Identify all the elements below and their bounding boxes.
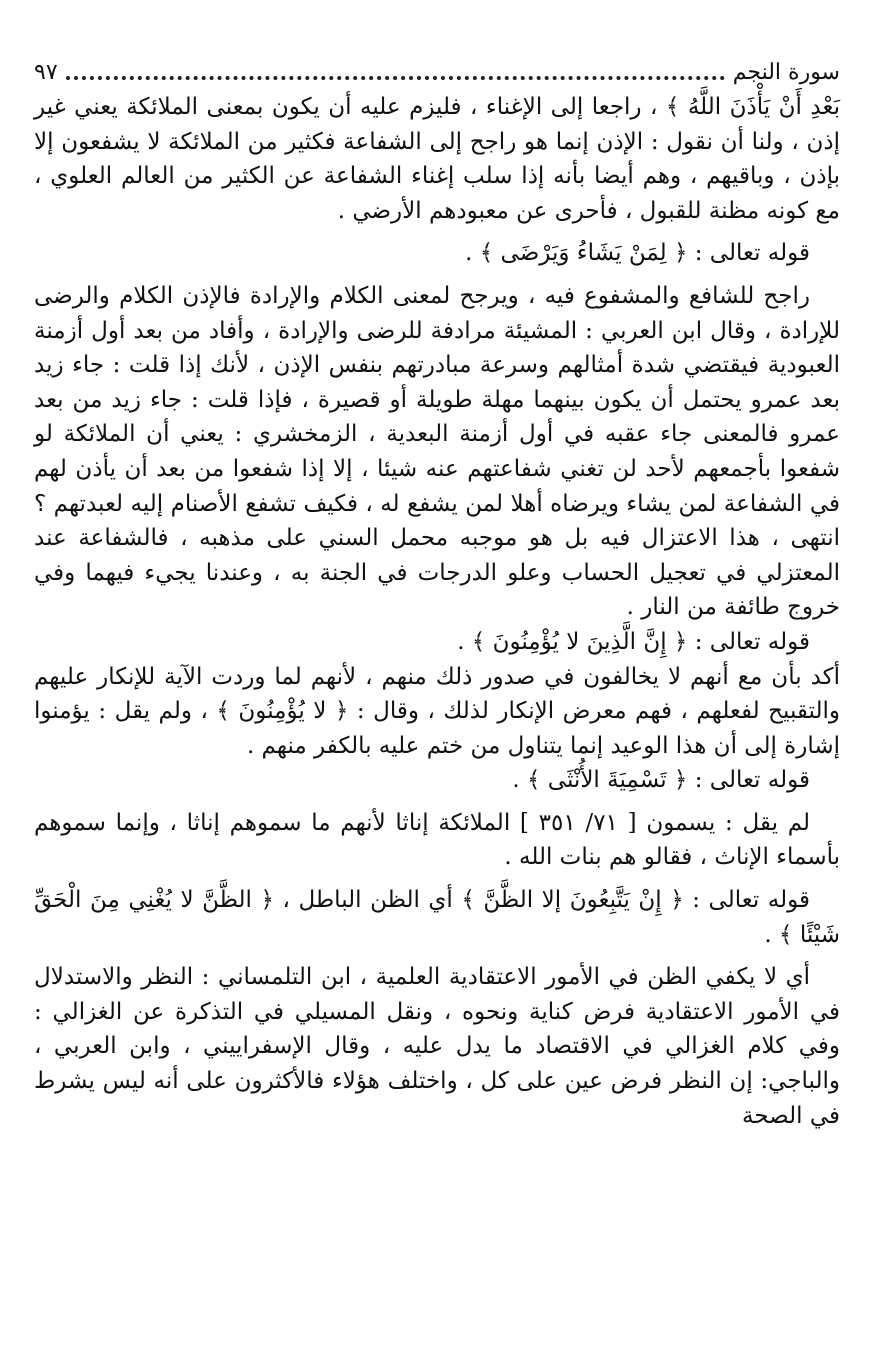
paragraph-1: بَعْدِ أَنْ يَأْذَنَ اللَّهُ ﴾ ، راجعا إلى الإغناء ، فليزم عليه أن يكون بمعنى الملائكة يعني غير إذن ، ولنا أن نقول : الإذن إنما هو راجح إلى الشفاعة فكثير من الملائكة لا يشفعون إلا بإذن ، وباقيهم ، وهم أيضا بأنه إذا سلب إغناء الشفاعة عن الكثير من العالم العلوي ، مع كونه مظنة للقبول ، فأحرى عن معبودهم الأرضي .: [34, 94, 840, 224]
paragraph-2: راجح للشافع والمشفوع فيه ، ويرجح لمعنى الكلام والإرادة فالإذن الكلام والرضى للإرادة ، وقال ابن العربي : المشيئة مرادفة للرضى والإرادة ، وأفاد من بعد أول أزمنة العبودية فيقتضي شدة أمثالهم وسرعة مبادرتهم بنفس الإذن ، لأنك إذا قلت : جاء زيد بعد عمرو يحتمل أن يكون بينهما مهلة طويلة أو قصيرة ، فإذا قلت : جاء زيد من بعد عمرو فالمعنى جاء عقبه في أول أزمنة البعدية ، الزمخشري : يعني أن الملائكة لو شفعوا بأجمعهم لأحد لن تغني شفاعتهم عنه شيئا ، إلا إذا شفعوا من بعد أن يأذن لهم في الشفاعة لمن يشاء ويرضاه أهلا لمن يشفع له ، فكيف تشفع الأصنام إليه لعبدتهم ؟ انتهى ، هذا الاعتزال فيه بل هو موجبه محمل السني على مذهبه ، فالشفاعة عند المعتزلي في تعجيل الحساب وعلو الدرجات في الجنة به ، وعندنا يجيء فيهما وفي خروج طائفة من النار .: [34, 282, 840, 621]
page-number: ٩٧: [34, 60, 58, 85]
paragraph-4: لم يقل : يسمون [ ٧١/ ٣٥١ ] الملائكة إناثا لأنهم ما سموهم إناثا ، وإنما سموهم بأسماء الإناث ، فقالو هم بنات الله .: [34, 809, 840, 871]
surah-title: سورة النجم: [732, 60, 840, 85]
paragraph-3: أكد بأن مع أنهم لا يخالفون في صدور ذلك منهم ، لأنهم لما وردت الآية للإنكار عليهم والتقبيح لفعلهم ، فهم معرض الإنكار لذلك ، وقال : ﴿ لا يُؤْمِنُونَ ﴾ ، ولم يقل : يؤمنوا إشارة إلى أن هذا الوعيد إنما يتناول من ختم عليه بالكفر منهم .: [34, 663, 840, 759]
verse-heading-1: قوله تعالى : ﴿ لِمَنْ يَشَاءُ وَيَرْضَى ﴾ .: [465, 240, 810, 267]
verse-heading-2: قوله تعالى : ﴿ إِنَّ الَّذِينَ لا يُؤْمِنُونَ ﴾ .: [457, 628, 810, 655]
verse-heading-3: قوله تعالى : ﴿ تَسْمِيَةَ الأُنْثَى ﴾ .: [512, 767, 810, 794]
verse-heading-4: قوله تعالى : ﴿ إِنْ يَتَّبِعُونَ إلا الظَّنَّ ﴾ أي الظن الباطل ، ﴿ الظَّنَّ لا يُغْنِي مِنَ الْحَقِّ شَيْئًا ﴾ .: [34, 887, 840, 948]
paragraph-5: أي لا يكفي الظن في الأمور الاعتقادية العلمية ، ابن التلمساني : النظر والاستدلال في الأمور الاعتقادية فرض كناية ونحوه ، ونقل المسيلي في التذكرة عن الغزالي : وفي كلام الغزالي في الاقتصاد ما يدل عليه ، وقال الإسفراييني ، وابن العربي ، والباجي: إن النظر فرض عين على كل ، واختلف هؤلاء فالأكثرون على أنه ليس يشرط في الصحة: [34, 964, 840, 1129]
book-page: [34, 56, 840, 1133]
running-header: [34, 56, 840, 90]
dotted-leader: [66, 76, 725, 80]
